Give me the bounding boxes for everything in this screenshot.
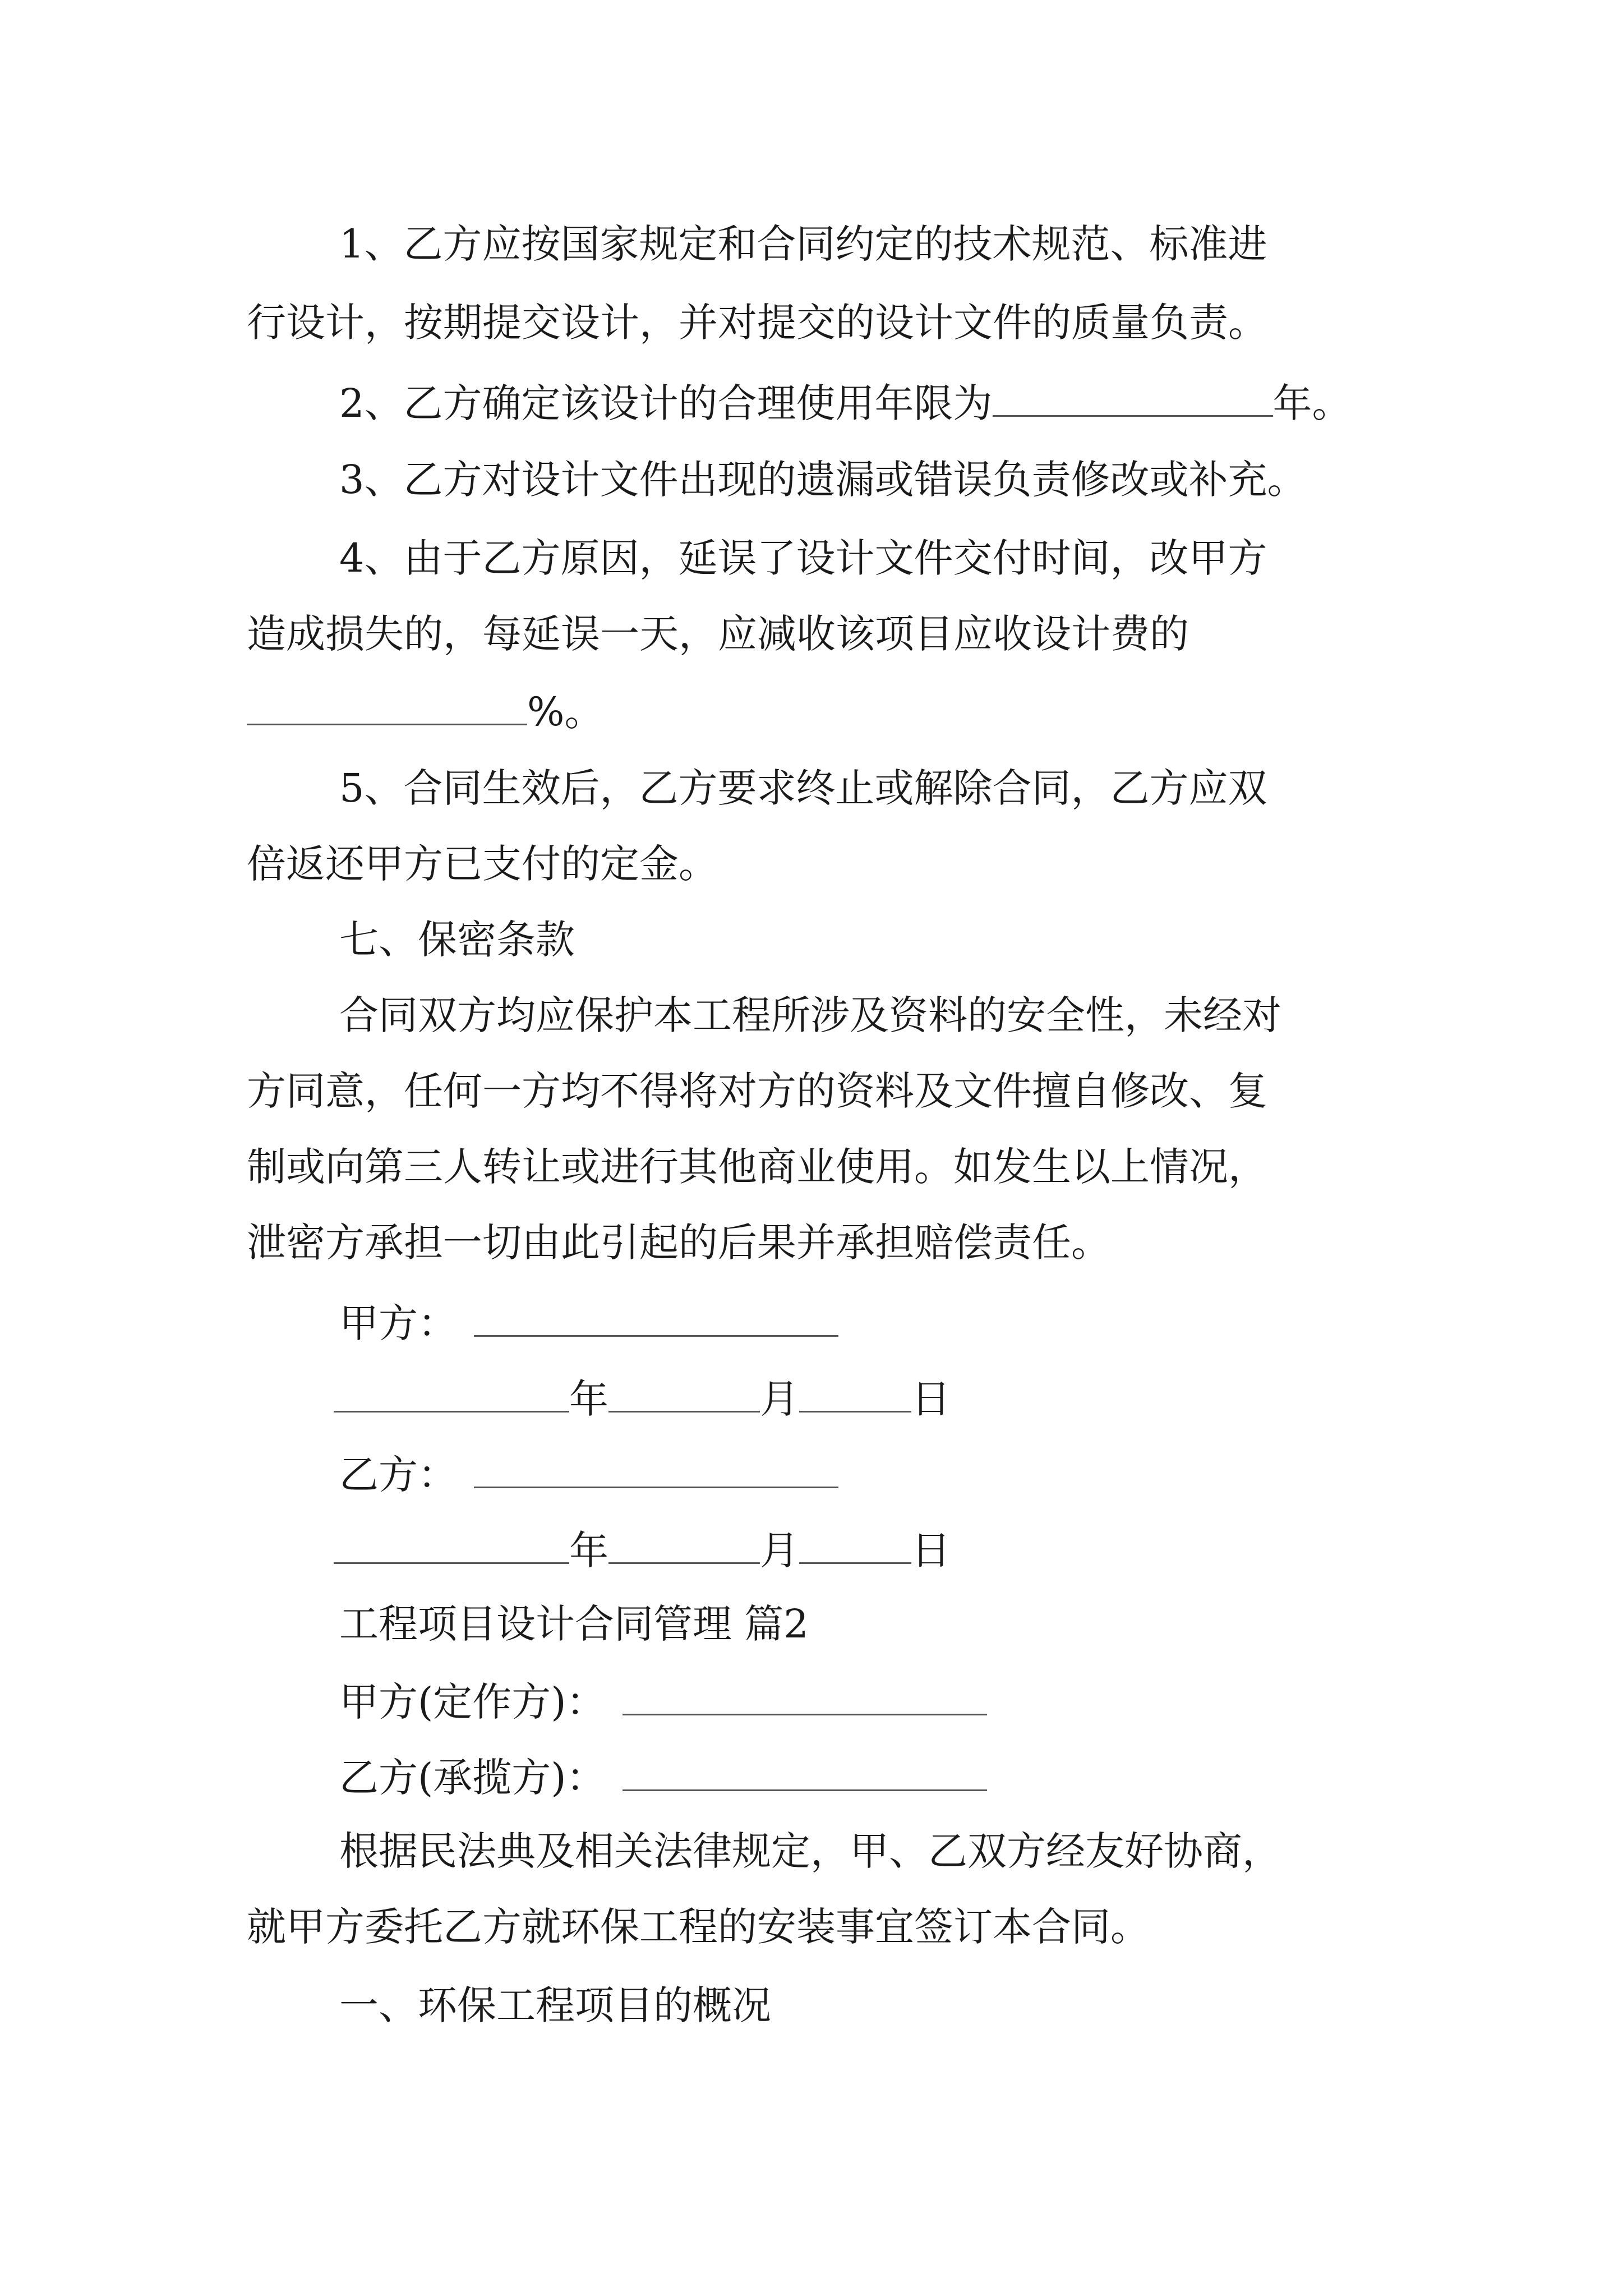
- blank-line: [623, 1680, 987, 1715]
- party-b2-field: [339, 1755, 987, 1801]
- blank-line: [608, 1529, 760, 1564]
- party-a-signature: [339, 1300, 838, 1346]
- para-1-line-2: 行设计，按期提交设计，并对提交的设计文件的质量负责。: [247, 300, 1267, 346]
- blank-line: [799, 1529, 911, 1564]
- month-label: 月: [760, 1527, 799, 1573]
- para-7-line-2: 就甲方委托乙方就环保工程的安装事宜签订本合同。: [247, 1904, 1150, 1950]
- para-5-line-2: 倍返还甲方已支付的定金。: [247, 841, 718, 887]
- party-b-date: [334, 1527, 951, 1573]
- blank-line: [608, 1377, 760, 1412]
- para-4-line-1: 4、由于乙方原因，延误了设计文件交付时间，改甲方: [339, 535, 1267, 581]
- para-1-line-1: 1、乙方应按国家规定和合同约定的技术规范、标准进: [339, 221, 1267, 267]
- year-label: 年: [569, 1376, 608, 1422]
- para-6-line-3: 制或向第三人转让或进行其他商业使用。如发生以上情况，: [247, 1144, 1267, 1190]
- party-a2-label: 甲方(定作方)：: [339, 1679, 606, 1725]
- section-heading-7: 七、保密条款: [339, 917, 575, 963]
- blank-line: [993, 381, 1273, 417]
- para-4-suffix: %。: [527, 689, 604, 735]
- para-6-line-1: 合同双方均应保护本工程所涉及资料的安全性，未经对: [339, 992, 1281, 1038]
- party-b-label: 乙方：: [339, 1452, 457, 1498]
- month-label: 月: [760, 1376, 799, 1422]
- party-a-label: 甲方：: [339, 1300, 457, 1346]
- para-6-line-4: 泄密方承担一切由此引起的后果并承担赔偿责任。: [247, 1220, 1110, 1266]
- para-4-line-2: 造成损失的，每延误一天，应减收该项目应收设计费的: [247, 611, 1189, 657]
- para-4-line-3: [247, 689, 604, 735]
- section-heading-1: 一、环保工程项目的概况: [339, 1982, 771, 2028]
- day-label: 日: [911, 1527, 951, 1573]
- year-label: 年: [569, 1527, 608, 1573]
- para-5-line-1: 5、合同生效后，乙方要求终止或解除合同，乙方应双: [339, 765, 1267, 811]
- blank-line: [334, 1529, 569, 1564]
- para-7-line-1: 根据民法典及相关法律规定，甲、乙双方经友好协商，: [339, 1828, 1281, 1874]
- blank-line: [334, 1377, 569, 1412]
- blank-line: [474, 1301, 838, 1337]
- blank-line: [247, 690, 527, 725]
- party-a2-field: [339, 1679, 987, 1725]
- para-6-line-2: 方同意，任何一方均不得将对方的资料及文件擅自修改、复: [247, 1068, 1267, 1114]
- para-2: [339, 380, 1352, 426]
- party-b2-label: 乙方(承揽方)：: [339, 1755, 606, 1801]
- para-2-text: 2、乙方确定该设计的合理使用年限为: [339, 380, 993, 426]
- blank-line: [623, 1756, 987, 1791]
- day-label: 日: [911, 1376, 951, 1422]
- para-2-suffix: 年。: [1272, 380, 1352, 426]
- party-a-date: [334, 1376, 951, 1422]
- blank-line: [799, 1377, 911, 1412]
- section-title-2: 工程项目设计合同管理 篇2: [339, 1601, 809, 1647]
- para-3: 3、乙方对设计文件出现的遗漏或错误负责修改或补充。: [339, 457, 1307, 503]
- party-b-signature: [339, 1452, 838, 1498]
- blank-line: [474, 1453, 838, 1488]
